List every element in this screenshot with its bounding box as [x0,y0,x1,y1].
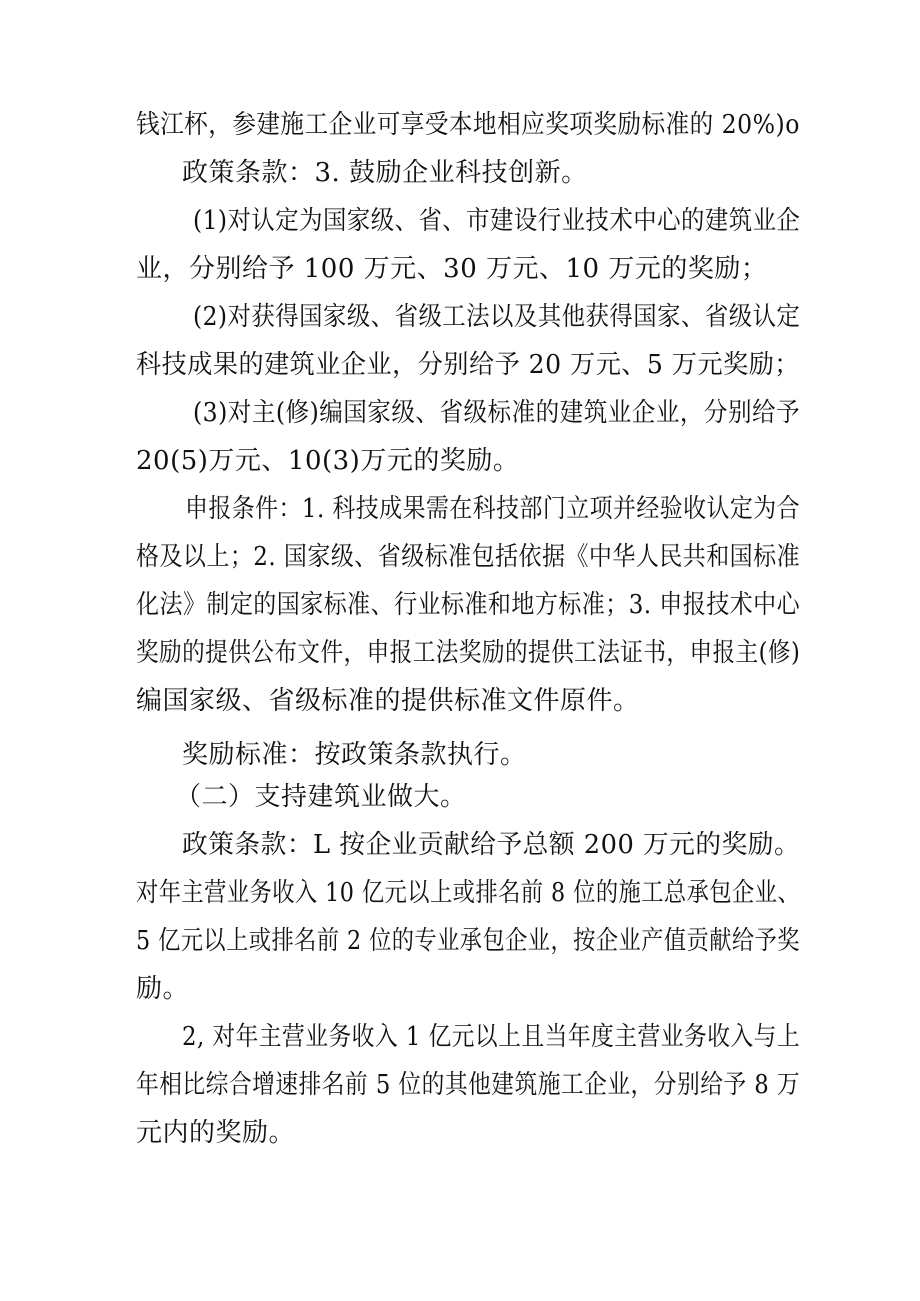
text-line-6: 科技成果的建筑业企业，分别给予 20 万元、5 万元奖励； [136,350,800,380]
text-line-5: (2)对获得国家级、省级工法以及其他获得国家、省级认定 [193,302,801,332]
text-line-2: 政策条款：3. 鼓励企业科技创新。 [182,158,588,188]
text-line-11: 化法》制定的国家标准、行业标准和地方标准；3. 申报技术中心 [136,590,801,620]
text-line-13: 编国家级、省级标准的提供标准文件原件。 [136,686,640,716]
text-line-12: 奖励的提供公布文件，申报工法奖励的提供工法证书，申报主(修) [136,638,801,668]
text-line-14: 奖励标准：按政策条款执行。 [182,740,527,770]
text-line-10: 格及以上；2. 国家级、省级标准包括依据《中华人民共和国标准 [136,542,801,572]
text-line-20: 2, 对年主营业务收入 1 亿元以上且当年度主营业务收入与上 [182,1022,801,1052]
text-line-3: (1)对认定为国家级、省、市建设行业技术中心的建筑业企 [193,206,801,236]
text-line-15: （二）支持建筑业做大。 [175,782,467,812]
text-line-22: 元内的奖励。 [136,1118,296,1148]
text-line-18: 5 亿元以上或排名前 2 位的专业承包企业，按企业产值贡献给予奖 [136,926,800,956]
text-line-4: 业，分别给予 100 万元、30 万元、10 万元的奖励； [136,254,768,284]
text-line-16: 政策条款：L 按企业贡献给予总额 200 万元的奖励。 [182,830,801,860]
text-line-9: 申报条件：1. 科技成果需在科技部门立项并经验收认定为合 [185,494,801,524]
text-line-7: (3)对主(修)编国家级、省级标准的建筑业企业，分别给予 [193,398,801,428]
text-line-21: 年相比综合增速排名前 5 位的其他建筑施工企业，分别给予 8 万 [136,1070,801,1100]
text-line-1: 钱江杯，参建施工企业可享受本地相应奖项奖励标准的 20%)o [136,110,800,140]
text-line-17: 对年主营业务收入 10 亿元以上或排名前 8 位的施工总承包企业、 [136,878,801,908]
text-line-8: 20(5)万元、10(3)万元的奖励。 [136,446,520,476]
text-line-19: 励。 [136,974,190,1004]
